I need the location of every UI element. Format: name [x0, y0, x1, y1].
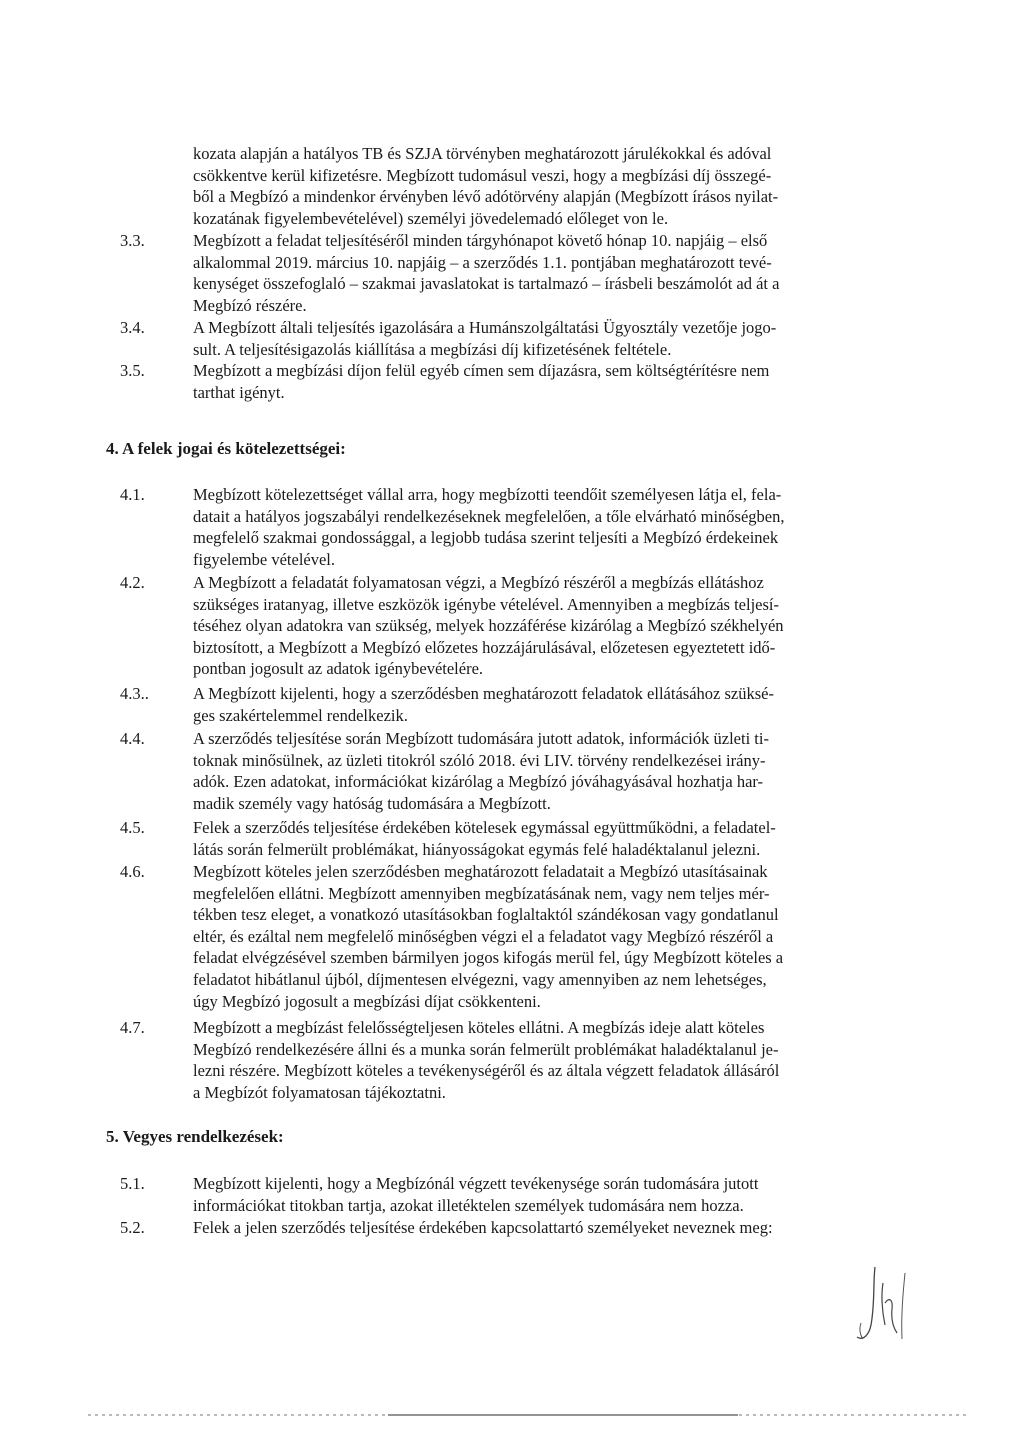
text-line: feladat elvégzésével szemben bármilyen jogos kifogás merül fel, úgy Megbízott köteles a: [193, 948, 784, 968]
clause-5-2: [120, 1217, 896, 1239]
clause-4-1: [120, 484, 896, 570]
text-line: A Megbízott kijelenti, hogy a szerződésben meghatározott feladatok ellátásához szüksé-: [193, 684, 774, 703]
clause-number: 4.1.: [120, 485, 145, 504]
text-line: csökkentve kerül kifizetésre. Megbízott tudomásul veszi, hogy a megbízási díj összegé-: [193, 165, 772, 185]
text-line: Megbízott a megbízási díjon felül egyéb címen sem díjazásra, sem költségtérítésre nem: [193, 361, 770, 380]
text-line: téséhez olyan adatokra van szükség, melyek hozzáférése kizárólag a Megbízó székhelyén: [193, 616, 784, 636]
text-line: madik személy vagy hatóság tudomására a Megbízott.: [193, 793, 551, 813]
text-line: Megbízott kötelezettséget vállal arra, hogy megbízotti teendőit személyesen látja el, fela-: [193, 485, 782, 504]
scan-artifact-line: [88, 1412, 968, 1418]
text-line: kenységet összefoglaló – szakmai javaslatokat is tartalmazó – írásbeli beszámolót ad át a: [193, 274, 780, 294]
text-line: adók. Ezen adatokat, információkat kizárólag a Megbízó jóváhagyásával hozhatja har-: [193, 772, 764, 792]
text-line: Megbízott a feladat teljesítéséről minden tárgyhónapot követő hónap 10. napjáig – első: [193, 231, 768, 250]
clause-number: 3.5.: [120, 361, 145, 380]
clause-4-4: [120, 728, 896, 814]
text-line: Felek a szerződés teljesítése érdekében kötelesek egymással együttműködni, a feladatel-: [193, 818, 776, 837]
text-line: megfelelően ellátni. Megbízott amennyiben megbízatásának nem, vagy nem teljes mér-: [193, 883, 770, 903]
text-line: Megbízott kijelenti, hogy a Megbízónál végzett tevékenysége során tudomására jutott: [193, 1174, 759, 1193]
intro-paragraph: [193, 143, 896, 229]
text-line: Megbízott a megbízást felelősségteljesen köteles ellátni. A megbízás ideje alatt köteles: [193, 1018, 765, 1037]
signature-initials: [845, 1263, 915, 1348]
text-line: lezni részére. Megbízott köteles a tevékenységéről és az általa végzett feladatok állásáról: [193, 1061, 780, 1081]
text-line: Megbízó részére.: [193, 295, 307, 315]
text-line: szükséges iratanyag, illetve eszközök igénybe vételével. Amennyiben a megbízás teljesí-: [193, 594, 779, 614]
text-line: úgy Megbízó jogosult a megbízási díjat csökkenteni.: [193, 991, 541, 1011]
text-line: datait a hatályos jogszabályi rendelkezéseknek megfelelően, a tőle elvárható minőségben,: [193, 506, 785, 526]
clause-3-5: [120, 360, 896, 403]
text-line: tarthat igényt.: [193, 382, 285, 402]
clause-number: 4.5.: [120, 818, 145, 837]
clause-3-4: [120, 317, 896, 360]
text-line: feladatot hibátlanul újból, díjmentesen elvégezni, vagy amennyiben az nem lehetséges,: [193, 969, 767, 989]
text-line: látás során felmerült problémákat, hiányosságokat egymás felé haladéktalanul jelezni.: [193, 839, 761, 859]
text-line: Megbízott köteles jelen szerződésben meghatározott feladatait a Megbízó utasításainak: [193, 862, 768, 881]
text-line: toknak minősülnek, az üzleti titokról szóló 2018. évi LIV. törvény rendelkezései irány-: [193, 750, 766, 770]
clause-3-3: [120, 230, 896, 316]
clause-number: 5.1.: [120, 1174, 145, 1193]
text-line: kozata alapján a hatályos TB és SZJA törvényben meghatározott járulékokkal és adóval: [193, 144, 772, 163]
text-line: Felek a jelen szerződés teljesítése érdekében kapcsolattartó személyeket neveznek meg:: [193, 1218, 773, 1237]
text-line: tékben tesz eleget, a vonatkozó utasításokban foglaltaktól szándékosan vagy gondatlanul: [193, 905, 779, 925]
text-line: ges szakértelemmel rendelkezik.: [193, 705, 408, 725]
clause-4-7: [120, 1017, 896, 1103]
clause-number: 5.2.: [120, 1218, 145, 1237]
clause-number: 3.4.: [120, 318, 145, 337]
text-line: biztosított, a Megbízott a Megbízó előzetes hozzájárulásával, előzetesen egyeztetett idő-: [193, 637, 776, 657]
text-line: A szerződés teljesítése során Megbízott tudomására jutott adatok, információk üzleti ti-: [193, 729, 769, 748]
text-line: információkat titokban tartja, azokat illetéktelen személyek tudomására nem hozza.: [193, 1195, 744, 1215]
clause-number: 4.2.: [120, 573, 145, 592]
clause-number: 4.4.: [120, 729, 145, 748]
clause-4-3: [120, 683, 896, 726]
text-line: Megbízó rendelkezésére állni és a munka során felmerült problémákat haladéktalanul je-: [193, 1039, 779, 1059]
clause-number: 4.7.: [120, 1018, 145, 1037]
text-line: sult. A teljesítésigazolás kiállítása a megbízási díj kifizetésének feltétele.: [193, 339, 672, 359]
clause-number: 4.6.: [120, 862, 145, 881]
section-4-heading: 4. A felek jogai és kötelezettségei:: [106, 439, 346, 458]
clause-4-2: [120, 572, 896, 680]
text-line: pontban jogosult az adatok igénybevételére.: [193, 659, 484, 679]
clause-5-1: [120, 1173, 896, 1216]
text-line: eltér, és ezáltal nem megfelelő minőségben végzi el a feladatot vagy Megbízó részéről a: [193, 926, 774, 946]
text-line: a Megbízót folyamatosan tájékoztatni.: [193, 1082, 446, 1102]
text-line: A Megbízott a feladatát folyamatosan végzi, a Megbízó részéről a megbízás ellátáshoz: [193, 573, 764, 592]
text-line: alkalommal 2019. március 10. napjáig – a szerződés 1.1. pontjában meghatározott tevé-: [193, 252, 772, 272]
section-5-heading: 5. Vegyes rendelkezések:: [106, 1127, 284, 1146]
text-line: figyelembe vételével.: [193, 549, 336, 569]
text-line: kozatának figyelembevételével) személyi jövedelemadó előleget von le.: [193, 208, 669, 228]
clause-4-5: [120, 817, 896, 860]
text-line: A Megbízott általi teljesítés igazolására a Humánszolgáltatási Ügyosztály vezetője jogo-: [193, 318, 777, 337]
text-line: megfelelő szakmai gondossággal, a legjobb tudása szerint teljesíti a Megbízó érdekeinek: [193, 528, 779, 548]
clause-4-6: [120, 861, 896, 1012]
clause-number: 4.3..: [120, 684, 149, 703]
clause-number: 3.3.: [120, 231, 145, 250]
text-line: ből a Megbízó a mindenkor érvényben lévő adótörvény alapján (Megbízott írásos nyilat-: [193, 187, 779, 207]
